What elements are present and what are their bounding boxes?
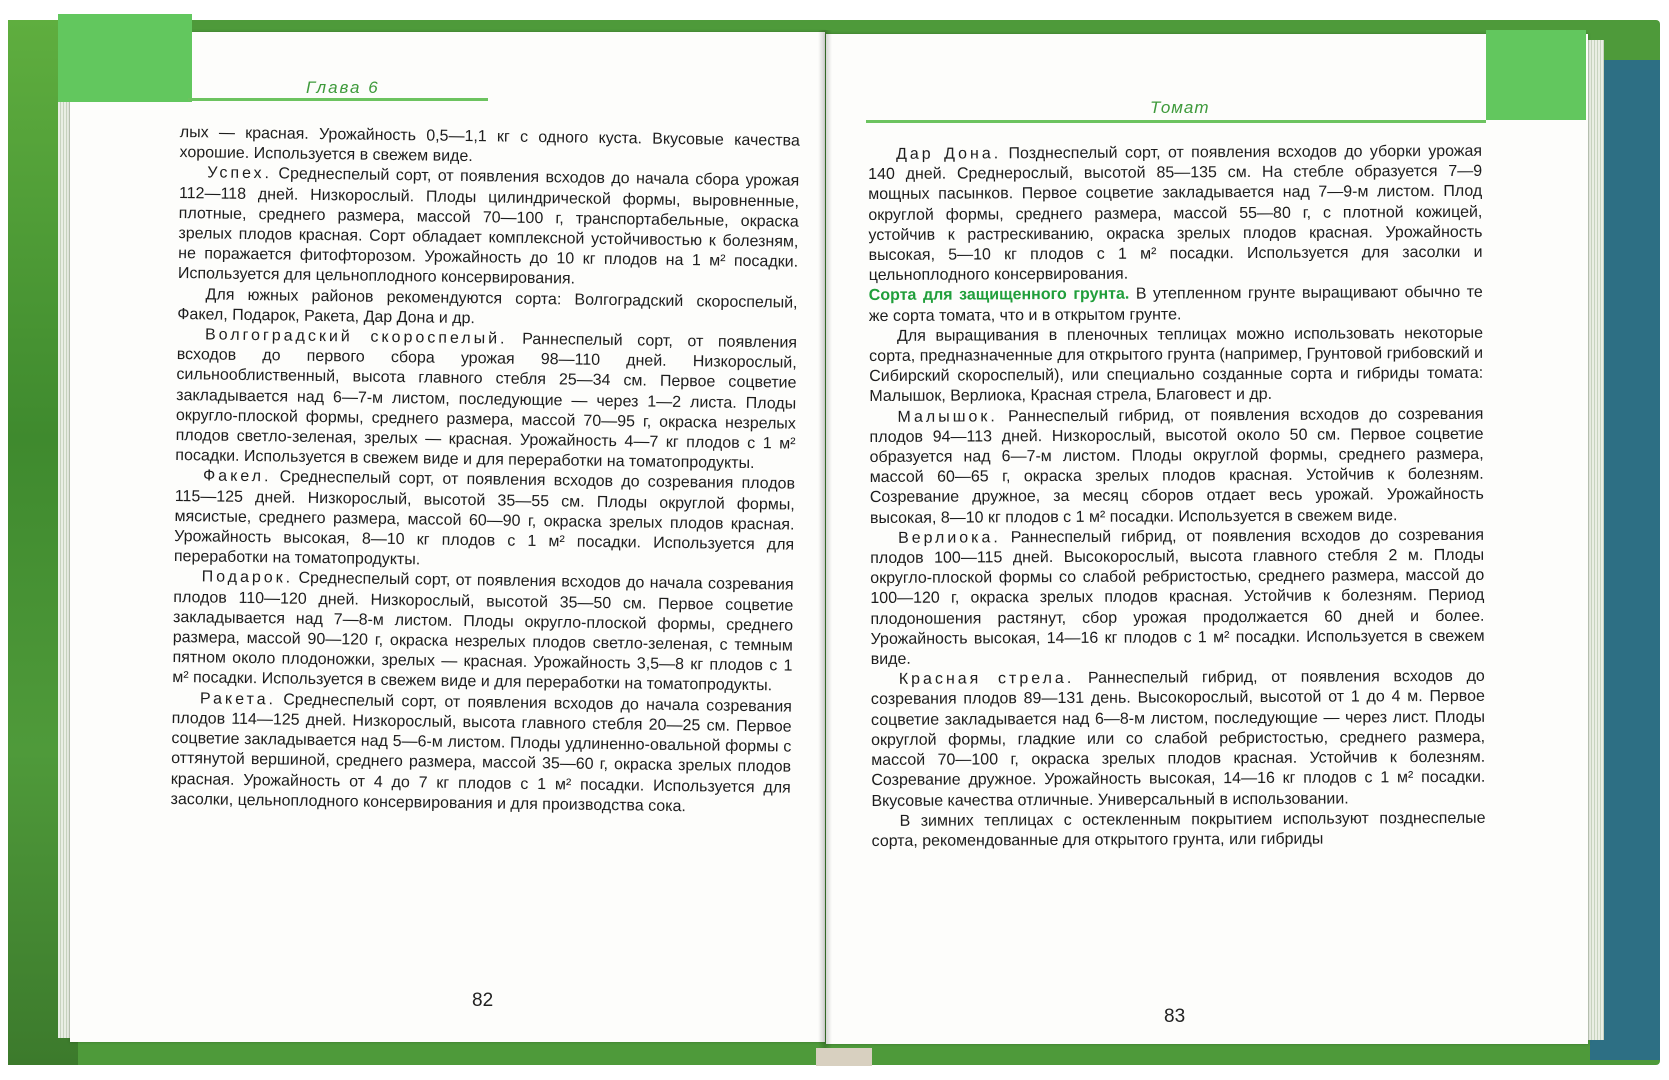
right-page-text bbox=[868, 142, 1486, 852]
paragraph: Для выращивания в пленочных теплицах можно использовать некоторые сорта, предназначенные для открытого грунта (например, Грунтовой грибовский и Сибирский скороспелый), или специально созданные сорта и гибриды томата: Малышок, Верлиока, Красная стрела, Благовест и др. bbox=[869, 324, 1484, 406]
variety-name: Красная стрела. bbox=[898, 670, 1075, 689]
book-gutter bbox=[818, 30, 832, 1050]
paragraph: Дар Дона. Позднеспелый сорт, от появления всходов до уборки урожая 140 дней. Среднерослый, высотой 85—135 см. На стебле образуется 7—9 мощных пасынков. Первое соцветие закладывается над 7—9-м листом. Плод округлой формы, среднего размера, массой 55—80 г, с плотной кожицей, устойчив к растрескиванию, окраска зрелых плодов красная. Урожайность высокая, 5—10 кг плодов с 1 м² посадки. Используется для засолки и цельноплодного консервирования. bbox=[868, 142, 1483, 285]
paragraph: Красная стрела. Раннеспелый гибрид, от появления всходов до созревания плодов 89—131 день. Высокорослый, высотой от 1 до 4 м. Первое соцветие закладывается над 6—8-м листом, последующие — через лист. Плоды округлой формы, гладкие или со слабой ребристостью, среднего размера, массой 70—100 г, окраска зрелых плодов красная. Устойчив к болезням. Созревание дружное. Урожайность высокая, 14—16 кг плодов с 1 м² посадки. Вкусовые качества отличные. Универсальный в использовании. bbox=[870, 668, 1486, 810]
paragraph: Факел. Среднеспелый сорт, от появления всходов до созревания плодов 115—125 дней. Низкорослый, высотой 35—55 см. Плоды округлой формы, мясистые, среднего размера, массой 60—90 г, окраска зрелых плодов красная. Урожайность высокая, 8—10 кг плодов с 1 м² посадки. Используется для переработки на томатопродукты. bbox=[173, 467, 796, 569]
left-page-text bbox=[170, 123, 800, 818]
section-heading: Сорта для защищенного грунта. bbox=[868, 286, 1130, 305]
variety-name: Факел. bbox=[202, 467, 272, 486]
running-head-topic: Томат bbox=[1150, 98, 1210, 117]
variety-name: Дар Дона. bbox=[896, 145, 1002, 163]
paragraph: Малышок. Раннеспелый гибрид, от появления всходов до созревания плодов 94—113 дней. Низкорослый, высотой около 50 см. Первое соцветие образуется над 6—7-м листом. Плоды округлой формы, среднего размера, массой 60—65 г, окраска зрелых плодов красная. Устойчив к болезням. Созревание дружное, за месяц сборов отдает весь урожай. Урожайность высокая, 8—10 кг плодов с 1 м² посадки. Используется в свежем виде. bbox=[869, 405, 1484, 527]
paragraph: лых — красная. Урожайность 0,5—1,1 кг с одного куста. Вкусовые качества хорошие. Используется в свежем виде. bbox=[179, 123, 800, 166]
variety-name: Верлиока. bbox=[898, 529, 1001, 547]
variety-name: Волгоградский скороспелый. bbox=[204, 326, 508, 348]
page-stack-right bbox=[1586, 40, 1604, 1040]
header-rule-right bbox=[866, 120, 1486, 123]
chapter-tab-right bbox=[1486, 30, 1586, 120]
variety-name: Успех. bbox=[207, 164, 273, 183]
paragraph: Для южных районов рекомендуются сорта: Волгоградский скороспелый, Факел, Подарок, Ракета, Дар Дона и др. bbox=[177, 286, 798, 327]
paragraph: Верлиока. Раннеспелый гибрид, от появления всходов до созревания плодов 100—115 дней. Высокорослый, высота главного стебля 2 м. Плоды округло-плоской формы со слабой ребристостью, среднего размера, массой до 100—120 г, окраска зрелых плодов красная. Устойчив к болезням. Период плодоношения растянут, сбор урожая продолжается 60 дней и более. Урожайность высокая, 14—16 кг плодов с 1 м² посадки. Используется в свежем виде. bbox=[870, 526, 1485, 669]
paragraph: Ракета. Среднеспелый сорт, от появления всходов до начала созревания плодов 114—125 дней. Низкорослый, высота главного стебля 20—25 см. Первое соцветие закладывается над 5—6-м листом. Плоды удлиненно-овальной формы с оттянутой вершиной, среднего размера, массой 35—60 г, окраска зрелых плодов красная. Урожайность от 4 до 7 кг плодов с 1 м² посадки. Используется для засолки, цельноплодного консервирования и для производства сока. bbox=[170, 690, 793, 815]
paragraph: В зимних теплицах с остекленным покрытием используют позднеспелые сорта, рекомендованные для открытого грунта, или гибриды bbox=[871, 809, 1486, 850]
running-head-chapter: Глава 6 bbox=[306, 78, 380, 97]
page-number-right: 83 bbox=[1164, 1006, 1186, 1027]
variety-name: Ракета. bbox=[199, 690, 277, 709]
paragraph: Сорта для защищенного грунта. В утепленном грунте выращивают обычно те же сорта томата, что и в открытом грунте. bbox=[868, 284, 1483, 325]
chapter-tab-left bbox=[58, 14, 192, 102]
paragraph: Волгоградский скороспелый. Раннеспелый сорт, от появления всходов до первого сбора урожая 98—110 дней. Низкорослый, сильнооблиственный, высота главного стебля 25—34 см. Первое соцветие закладывается над 6—7-м листом, последующие — через 1—2 листа. Плоды округло-плоской формы, среднего размера, массой 70—95 г, окраска незрелых плодов светло-зеленая, зрелых — красная. Урожайность 4—7 кг плодов с 1 м² посадки. Используется в свежем виде и для переработки на томатопродукты. bbox=[175, 326, 798, 473]
spine-bottom bbox=[816, 1048, 872, 1066]
variety-name: Подарок. bbox=[201, 568, 294, 588]
paragraph: Успех. Среднеспелый сорт, от появления всходов до начала сбора урожая 112—118 дней. Низкорослый. Плоды цилиндрической формы, выровненные, плотные, среднего размера, массой 70—100 г, транспортабельные, окраска зрелых плодов красная. Сорт обладает комплексной устойчивостью к болезням, не поражается фитофторозом. Урожайность до 10 кг плодов на 1 м² посадки. Используется для цельноплодного консервирования. bbox=[177, 164, 800, 288]
paragraph: Подарок. Среднеспелый сорт, от появления всходов до начала созревания плодов 110—120 дней. Низкорослый, высотой 35—50 см. Первое соцветие закладывается над 7—8-м листом. Плоды округло-плоской формы, среднего размера, массой 90—120 г, окраска незрелых плодов светло-зеленая, с темным пятном около плодоножки, зрелых — красная. Урожайность 3,5—8 кг плодов с 1 м² посадки. Используется в свежем виде и для переработки на томатопродукты. bbox=[172, 568, 794, 695]
page-number-left: 82 bbox=[472, 990, 494, 1011]
header-rule-left bbox=[188, 98, 488, 101]
variety-name: Малышок. bbox=[897, 407, 998, 426]
